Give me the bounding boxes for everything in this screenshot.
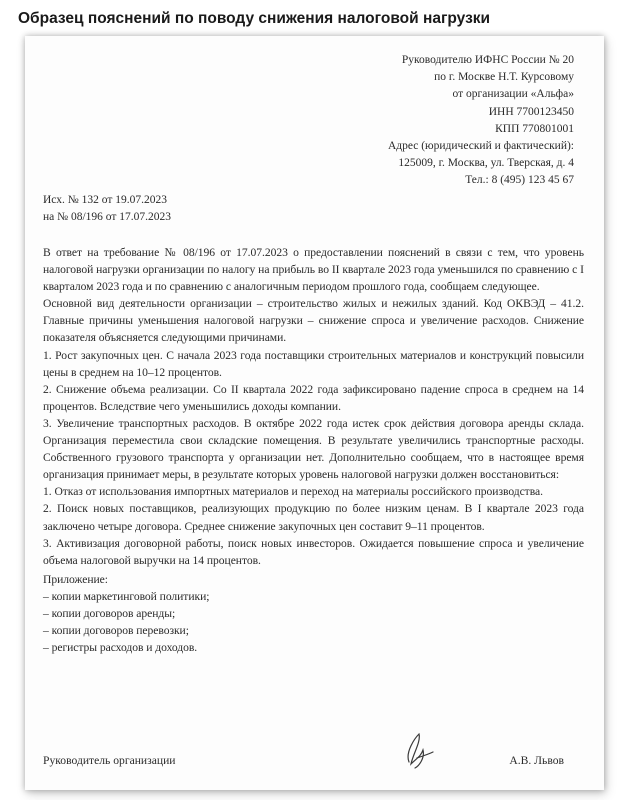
addressee-line: от организации «Альфа» (452, 88, 574, 101)
measure-item: 2. Поиск новых поставщиков, реализующих продукцию по более низким ценам. В I квартале 2023 года заключено четыре договора. Среднее снижение закупочных цен составит 9–11 процентов. (43, 502, 584, 533)
addressee-line: КПП 770801001 (495, 122, 574, 135)
addressee-line: Адрес (юридический и фактический): (387, 140, 574, 153)
document-references (43, 192, 171, 226)
appendix-list (43, 571, 584, 656)
page-title: Образец пояснений по поводу снижения налоговой нагрузки (18, 10, 491, 27)
intro-paragraph: В ответ на требование № 08/196 от 17.07.2023 о предоставлении пояснений в связи с тем, что уровень налоговой нагрузки организации по налогу на прибыль во II квартале 2023 года уменьшился по сравнению с I кварталом 2023 года и по сравнению с аналогичным периодом прошлого года, сообщаем следующее. (43, 246, 584, 294)
reason-item: 1. Рост закупочных цен. С начала 2023 года поставщики строительных материалов и конструкций повысили цены в среднем на 10–12 процентов. (43, 348, 584, 379)
signer-title: Руководитель организации (43, 754, 176, 767)
appendix-item: – копии маркетинговой политики; (43, 589, 210, 603)
outgoing-number: Исх. № 132 от 19.07.2023 (43, 194, 167, 206)
addressee-line: ИНН 7700123450 (488, 105, 574, 118)
addressee-line: Руководителю ИФНС России № 20 (401, 54, 574, 66)
appendix-item: – копии договоров перевозки; (43, 624, 189, 638)
handwritten-signature-icon (395, 728, 439, 772)
reply-reference: на № 08/196 от 17.07.2023 (43, 211, 172, 223)
document-sheet (25, 36, 604, 790)
appendix-title: Приложение: (43, 572, 108, 586)
appendix-item: – копии договоров аренды; (43, 606, 176, 620)
addressee-line: 125009, г. Москва, ул. Тверская, д. 4 (398, 157, 574, 170)
addressee-line: Тел.: 8 (495) 123 45 67 (465, 174, 574, 187)
reason-item: 3. Увеличение транспортных расходов. В октябре 2022 года истек срок действия договора аренды склада. Организация переместила свои складские помещения. В результате увеличились транспортные расходы. Собственного грузового транспорта у организации нет. Дополнительно сообщаем, что в настоящее время организация принимает меры, в результате которых уровень налоговой нагрузки должен восстановиться: (43, 416, 584, 482)
measure-item: 3. Активизация договорной работы, поиск новых инвесторов. Ожидается повышение спроса и увеличение объема налоговой выручки на 14 процентов. (43, 536, 584, 567)
letter-body (43, 244, 584, 656)
measure-item: 1. Отказ от использования импортных материалов и переход на материалы российского производства. (43, 485, 543, 499)
signer-name: А.В. Львов (509, 754, 564, 767)
appendix-item: – регистры расходов и доходов. (43, 641, 198, 655)
addressee-line: по г. Москве Н.Т. Курсовому (434, 71, 574, 84)
addressee-block (388, 52, 574, 190)
reason-item: 2. Снижение объема реализации. Со II квартала 2022 года зафиксировано падение спроса в среднем на 14 процентов. Вследствие чего уменьшились доходы компании. (43, 382, 584, 413)
activity-paragraph: Основной вид деятельности организации – строительство жилых и нежилых зданий. Код ОКВЭД – 41.2. Главные причины уменьшения налоговой нагрузки – снижение спроса и увеличение расходов. Снижение показателя объясняется следующими причинами. (43, 297, 584, 345)
